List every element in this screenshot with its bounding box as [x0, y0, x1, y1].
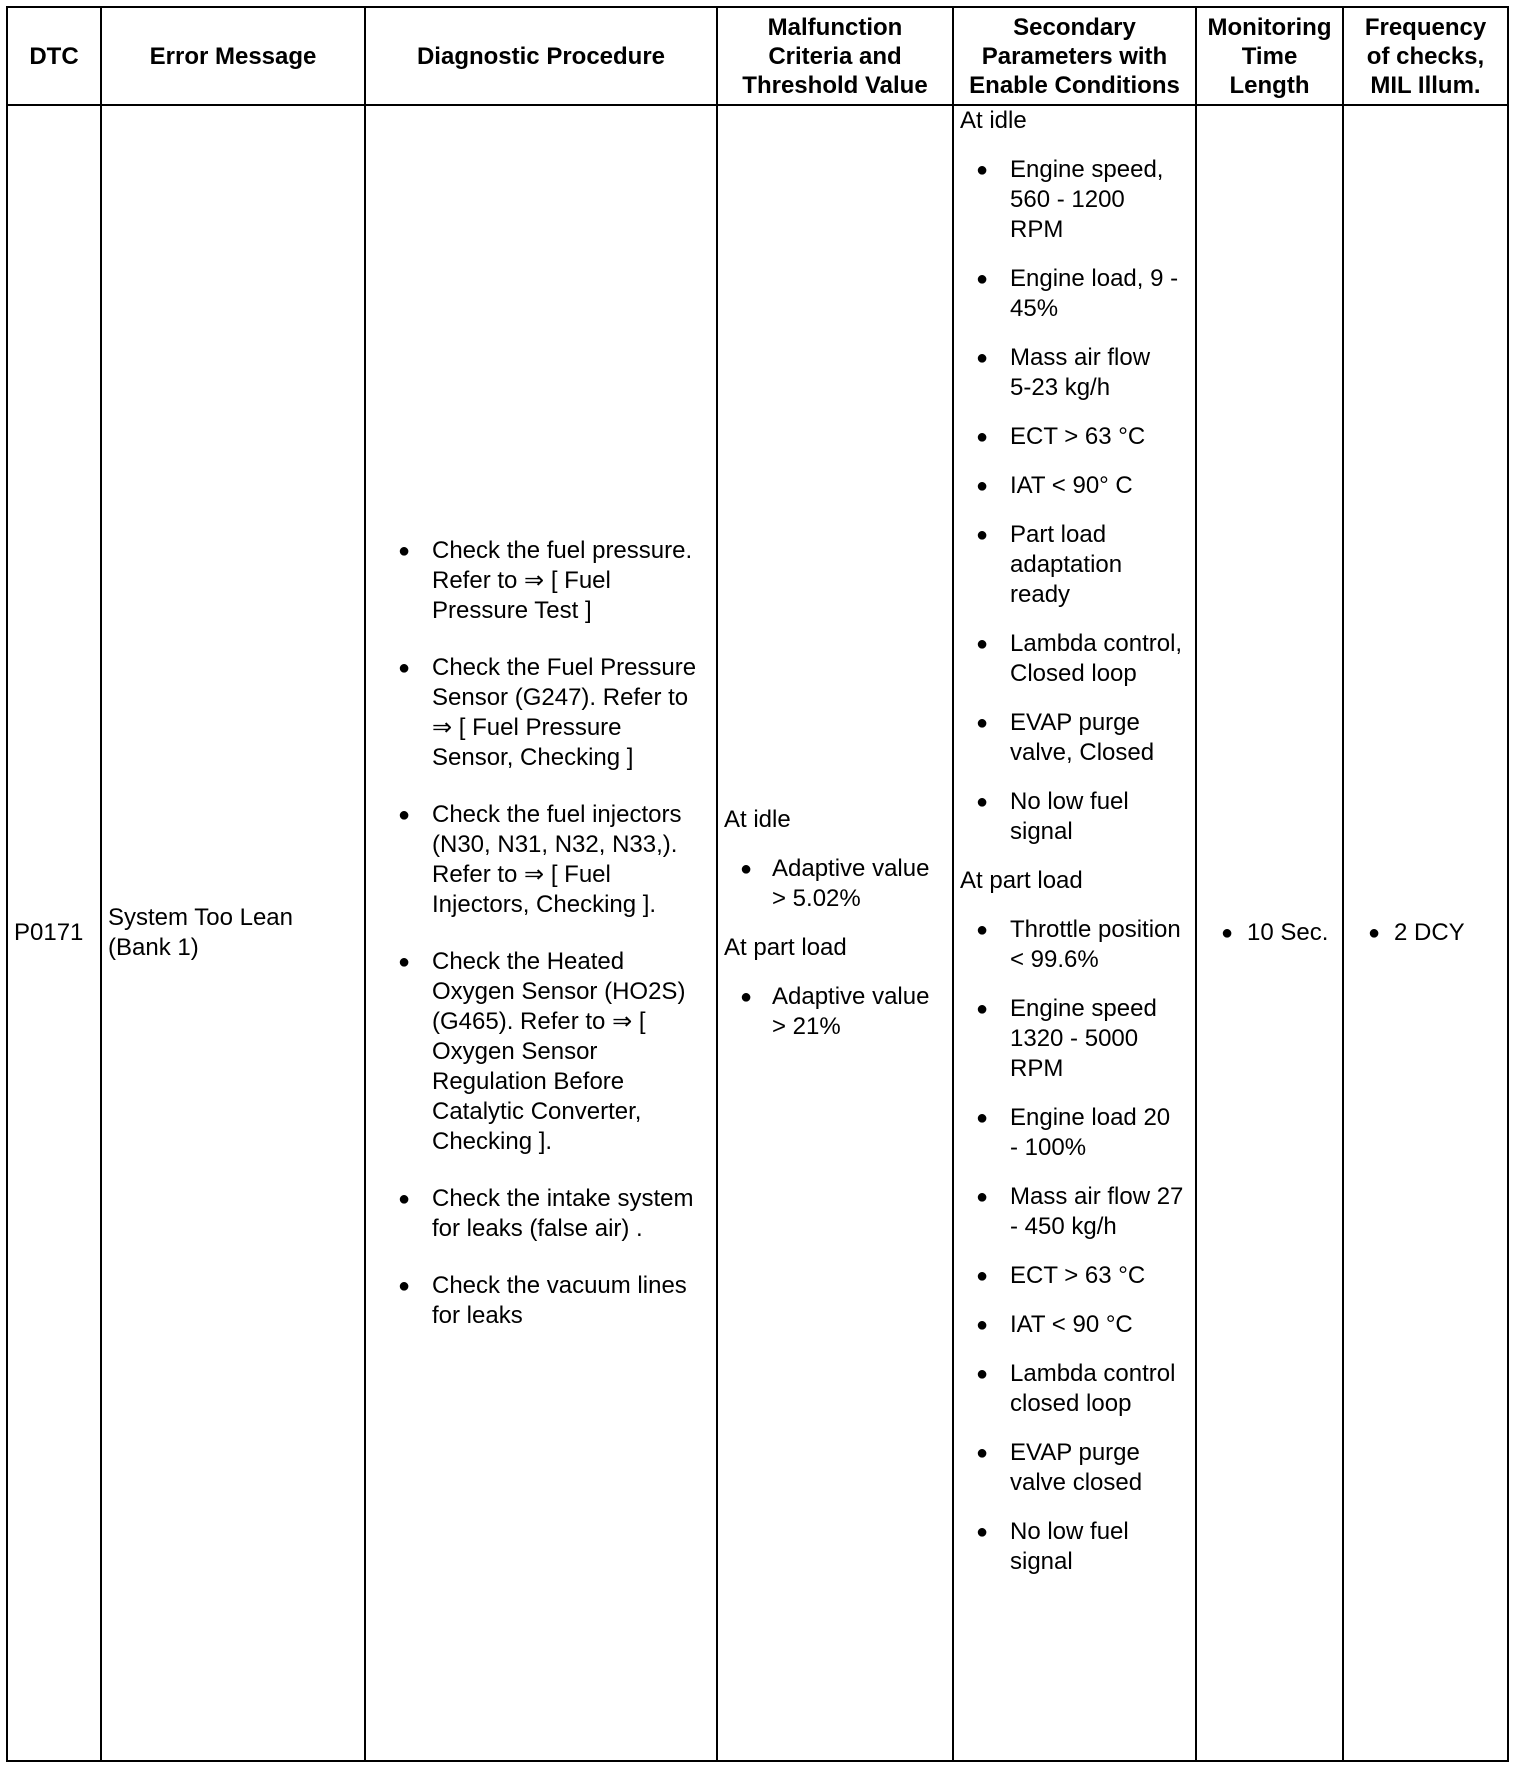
header-malfunction-criteria	[717, 7, 953, 105]
text-line: Oxygen Sensor	[432, 1037, 598, 1065]
header-dtc: DTC	[7, 7, 101, 105]
error-message	[101, 105, 365, 1761]
parameter-item	[960, 1438, 1189, 1498]
parameter-item	[960, 1182, 1189, 1242]
text-line: Secondary	[1013, 13, 1136, 41]
frequency-value: ● 2 DCY	[1350, 918, 1501, 948]
text-line: IAT < 90° C	[1010, 472, 1133, 499]
diagnostic-step	[382, 800, 710, 920]
text-line: 560 - 1200	[1010, 186, 1125, 213]
parameter-item	[960, 155, 1189, 245]
diagnostic-step	[382, 536, 710, 626]
parameter-item	[960, 422, 1189, 452]
parameter-item	[960, 343, 1189, 403]
text-line: Enable Conditions	[969, 71, 1180, 99]
parameter-list	[960, 915, 1189, 1577]
parameter-item	[960, 1261, 1189, 1291]
criteria-list	[724, 854, 946, 914]
text-line: Adaptive value	[772, 983, 930, 1010]
text-line: valve closed	[1010, 1469, 1143, 1496]
text-line: 45%	[1010, 295, 1059, 322]
text-line: ECT > 63 °C	[1010, 423, 1146, 450]
text-line: Lambda control,	[1010, 630, 1183, 657]
text-line: Criteria and	[768, 42, 902, 70]
text-line: > 5.02%	[772, 885, 861, 912]
text-line: Length	[1229, 71, 1310, 99]
parameter-item	[960, 629, 1189, 689]
text-line: Frequency	[1364, 13, 1487, 41]
header-diagnostic-procedure: Diagnostic Procedure	[365, 7, 717, 105]
parameter-group-label: At part load	[960, 867, 1083, 894]
diagnostic-procedure-cell	[365, 105, 717, 1761]
text-line: ready	[1010, 581, 1071, 608]
text-line: Malfunction	[767, 13, 903, 41]
parameter-item	[960, 1310, 1189, 1340]
text-line: Monitoring	[1207, 13, 1332, 41]
parameter-item	[960, 787, 1189, 847]
text-line: System Too Lean	[108, 904, 294, 931]
text-line: Parameters with	[981, 42, 1168, 70]
parameter-item	[960, 994, 1189, 1084]
text-line: Refer to ⇒ [ Fuel	[432, 860, 611, 888]
text-line: IAT < 90 °C	[1010, 1311, 1133, 1338]
text-line: Check the intake system	[432, 1184, 694, 1212]
criteria-item	[724, 982, 946, 1042]
parameter-item	[960, 264, 1189, 324]
monitoring-time-list	[1203, 918, 1336, 948]
text-line: EVAP purge	[1010, 1439, 1140, 1466]
text-line: - 450 kg/h	[1010, 1213, 1117, 1240]
frequency-cell	[1343, 105, 1508, 1761]
text-line: 1320 - 5000	[1010, 1025, 1139, 1052]
text-line: closed loop	[1010, 1390, 1132, 1417]
text-line: - 100%	[1010, 1134, 1087, 1161]
parameter-list	[960, 155, 1189, 847]
malfunction-criteria-cell	[717, 105, 953, 1761]
text-line: Pressure Test ]	[432, 596, 592, 624]
text-line: for leaks	[432, 1301, 523, 1329]
diagnostic-step	[382, 1184, 710, 1244]
header-error-message: Error Message	[101, 7, 365, 105]
diagnostic-step	[382, 653, 710, 773]
secondary-parameters-cell	[953, 105, 1196, 1761]
text-line: Check the Fuel Pressure	[432, 653, 697, 681]
text-line: ECT > 63 °C	[1010, 1262, 1146, 1289]
text-line: Check the fuel injectors	[432, 800, 682, 828]
text-line: Sensor (G247). Refer to	[432, 683, 689, 711]
text-line: Adaptive value	[772, 855, 930, 882]
dtc-table	[6, 6, 1509, 1762]
table-row	[7, 105, 1508, 1761]
text-line: RPM	[1010, 216, 1064, 243]
diagnostic-step	[382, 1271, 710, 1331]
text-line: (Bank 1)	[108, 934, 199, 961]
parameter-item	[960, 915, 1189, 975]
text-line: Check the vacuum lines	[432, 1271, 687, 1299]
text-line: Injectors, Checking ].	[432, 890, 657, 918]
text-line: valve, Closed	[1010, 739, 1155, 766]
criteria-group	[724, 933, 946, 1042]
criteria-group-label: At part load	[724, 934, 847, 961]
parameter-group-label: At idle	[960, 107, 1027, 134]
text-line: No low fuel	[1010, 1518, 1129, 1545]
text-line: EVAP purge	[1010, 709, 1140, 736]
text-line: Check the fuel pressure.	[432, 536, 693, 564]
parameter-item	[960, 1359, 1189, 1419]
text-line: Part load	[1010, 521, 1107, 548]
criteria-list	[724, 982, 946, 1042]
dtc-code: P0171	[7, 105, 101, 1761]
text-line: Engine load 20	[1010, 1104, 1171, 1131]
parameter-item	[960, 1517, 1189, 1577]
text-line: Check the Heated	[432, 947, 625, 975]
text-line: Regulation Before	[432, 1067, 625, 1095]
text-line: Sensor, Checking ]	[432, 743, 634, 771]
text-line: < 99.6%	[1010, 946, 1099, 973]
parameter-item	[960, 520, 1189, 610]
criteria-group-label: At idle	[724, 806, 791, 833]
header-row	[7, 7, 1508, 105]
text-line: ⇒ [ Fuel Pressure	[432, 713, 622, 741]
text-line: Threshold Value	[742, 71, 928, 99]
text-line: Engine load, 9 -	[1010, 265, 1179, 292]
frequency-list	[1350, 918, 1501, 948]
text-line: Engine speed,	[1010, 156, 1164, 183]
diagnostic-step	[382, 947, 710, 1157]
criteria-item	[724, 854, 946, 914]
text-line: Throttle position	[1010, 916, 1181, 943]
diagnostic-procedure-list	[372, 536, 710, 1331]
text-line: signal	[1010, 818, 1073, 845]
text-line: 5-23 kg/h	[1010, 374, 1111, 401]
header-monitoring-time	[1196, 7, 1343, 105]
text-line: Oxygen Sensor (HO2S)	[432, 977, 686, 1005]
text-line: Mass air flow 27	[1010, 1183, 1184, 1210]
text-line: Time	[1241, 42, 1298, 70]
monitoring-time-cell	[1196, 105, 1343, 1761]
text-line: Engine speed	[1010, 995, 1157, 1022]
text-line: signal	[1010, 1548, 1073, 1575]
header-frequency	[1343, 7, 1508, 105]
parameter-item	[960, 1103, 1189, 1163]
header-secondary-parameters	[953, 7, 1196, 105]
parameter-item	[960, 471, 1189, 501]
text-line: Closed loop	[1010, 660, 1137, 687]
text-line: Catalytic Converter,	[432, 1097, 642, 1125]
criteria-group	[724, 805, 946, 914]
text-line: of checks,	[1366, 42, 1485, 70]
monitoring-time-value: ● 10 Sec.	[1203, 918, 1336, 948]
text-line: RPM	[1010, 1055, 1064, 1082]
text-line: for leaks (false air) .	[432, 1214, 643, 1242]
text-line: MIL Illum.	[1370, 71, 1481, 99]
text-line: Mass air flow	[1010, 344, 1151, 371]
text-line: No low fuel	[1010, 788, 1129, 815]
text-line: Refer to ⇒ [ Fuel	[432, 566, 611, 594]
text-line: Checking ].	[432, 1127, 553, 1155]
text-line: Lambda control	[1010, 1360, 1176, 1387]
parameter-item	[960, 708, 1189, 768]
text-line: > 21%	[772, 1013, 841, 1040]
text-line: (G465). Refer to ⇒ [	[432, 1007, 646, 1035]
text-line: adaptation	[1010, 551, 1123, 578]
text-line: (N30, N31, N32, N33,).	[432, 830, 678, 858]
